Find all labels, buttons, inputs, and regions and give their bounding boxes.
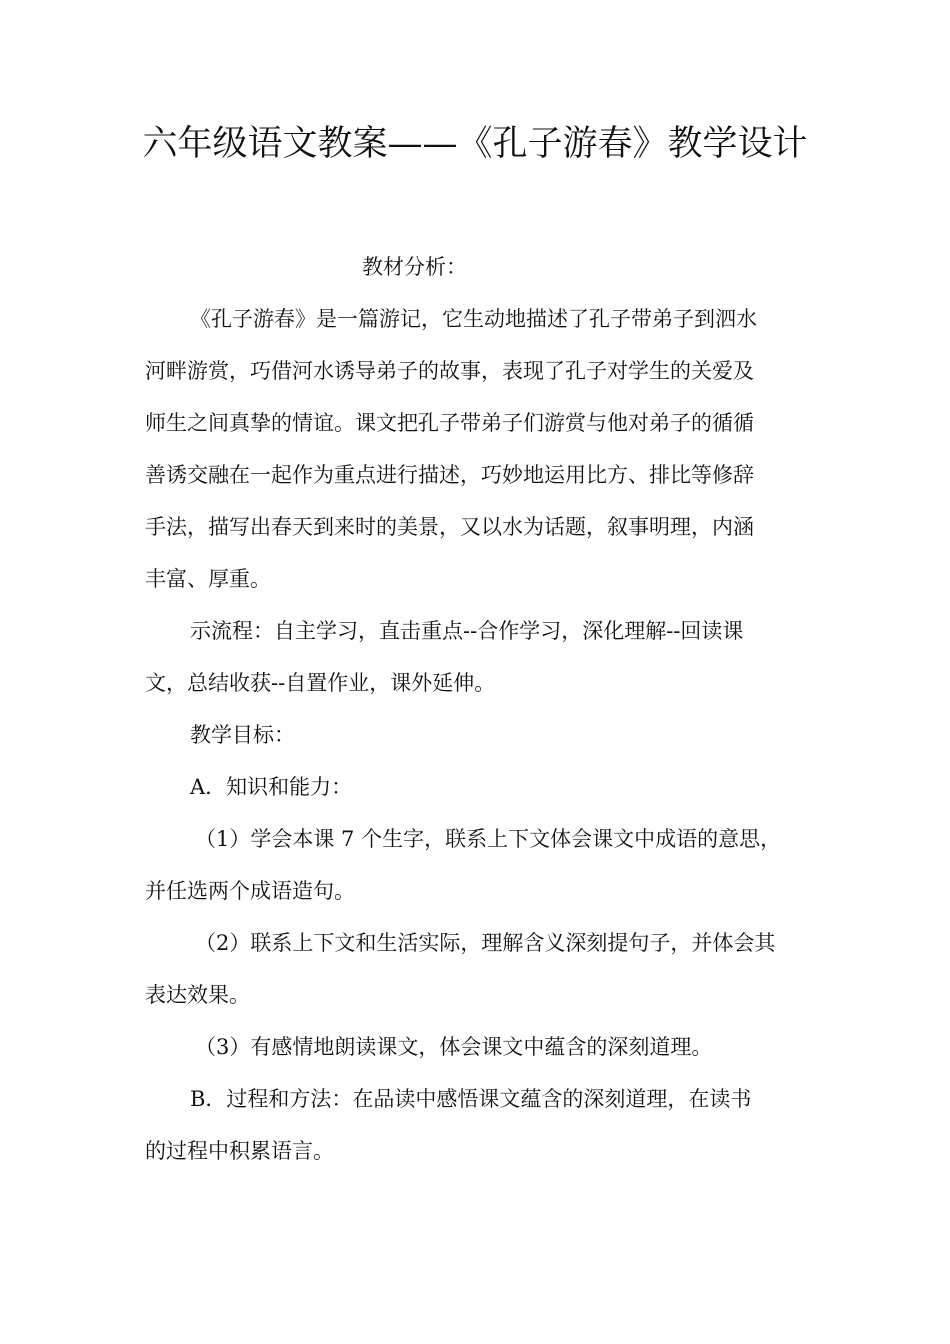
list-item-line: （1）学会本课 7 个生字，联系上下文体会课文中成语的意思， xyxy=(195,827,782,851)
list-item-line: （3）有感情地朗读课文，体会课文中蕴含的深刻道理。 xyxy=(195,1035,713,1059)
paragraph-line: 师生之间真挚的情谊。课文把孔子带弟子们游赏与他对弟子的循循 xyxy=(145,411,754,435)
subheading-process-method: B．过程和方法：在品读中感悟课文蕴含的深刻道理，在读书 xyxy=(190,1087,752,1111)
list-item-line: （2）联系上下文和生活实际，理解含义深刻提句子，并体会其 xyxy=(195,931,776,955)
paragraph-line: 文，总结收获--自置作业，课外延伸。 xyxy=(145,671,496,695)
paragraph-line: 河畔游赏，巧借河水诱导弟子的故事，表现了孔子对学生的关爱及 xyxy=(145,359,754,383)
paragraph-line: 的过程中积累语言。 xyxy=(145,1139,334,1163)
paragraph-line: 丰富、厚重。 xyxy=(145,567,271,591)
subheading-knowledge-ability: A．知识和能力： xyxy=(190,775,353,799)
paragraph-line: 《孔子游春》是一篇游记，它生动地描述了孔子带弟子到泗水 xyxy=(190,307,757,331)
section-heading-textbook-analysis: 教材分析： xyxy=(362,255,467,279)
paragraph-line: 示流程：自主学习，直击重点--合作学习，深化理解--回读课 xyxy=(190,619,744,643)
list-item-line: 表达效果。 xyxy=(145,983,250,1007)
paragraph-line: 善诱交融在一起作为重点进行描述，巧妙地运用比方、排比等修辞 xyxy=(145,463,754,487)
document-title: 六年级语文教案——《孔子游春》教学设计 xyxy=(142,124,808,164)
section-heading-teaching-goals: 教学目标： xyxy=(190,723,295,747)
paragraph-line: 手法，描写出春天到来时的美景，又以水为话题，叙事明理，内涵 xyxy=(145,515,754,539)
list-item-line: 并任选两个成语造句。 xyxy=(145,879,355,903)
